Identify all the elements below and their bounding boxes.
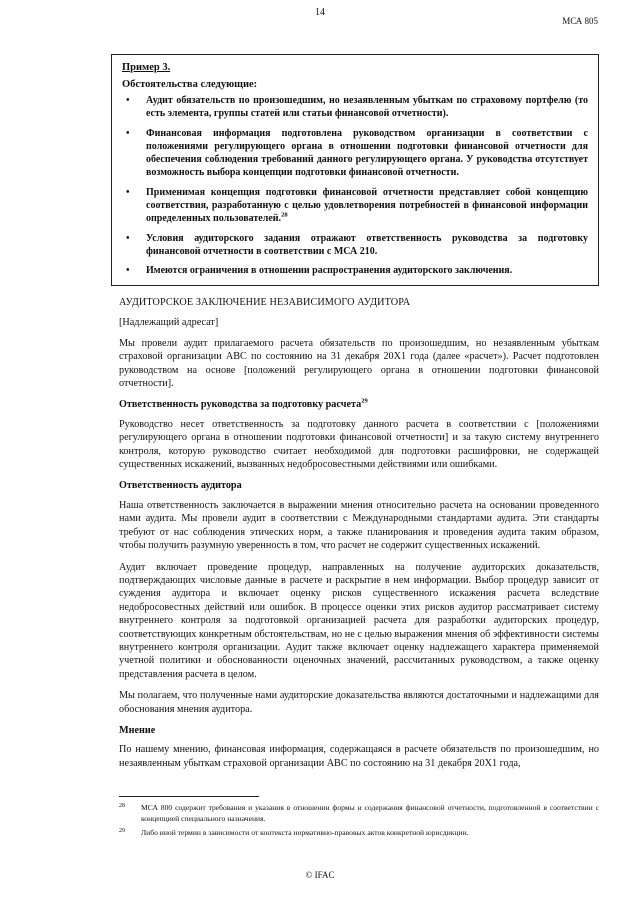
circumstances-list <box>122 94 588 278</box>
footnote-number: 28 <box>119 803 125 809</box>
bullet-icon: • <box>126 232 130 244</box>
footnote <box>119 828 599 839</box>
management-heading <box>119 398 599 411</box>
bullet-icon: • <box>126 127 130 139</box>
bullet-icon: • <box>126 186 130 198</box>
bullet-icon: • <box>126 95 130 106</box>
copyright: © IFAC <box>305 870 335 880</box>
report-title: АУДИТОРСКОЕ ЗАКЛЮЧЕНИЕ НЕЗАВИСИМОГО АУДИТОРА <box>119 297 411 308</box>
example-intro: Обстоятельства следующие: <box>122 79 258 90</box>
intro-paragraph: Мы провели аудит прилагаемого расчета обязательств по произошедшим, но незаявленным убыткам страховой организации АВС по состоянию на 31 декабря 20Х1 года (далее «расчет»). Расчет подготовлен руководством на основе [положений регулирующего органа в отношении подготовки финансовой отчетности]. <box>119 337 599 390</box>
footnote-number: 29 <box>119 828 125 834</box>
list-item <box>122 186 588 226</box>
list-item <box>122 127 588 180</box>
addressee: [Надлежащий адресат] <box>119 317 219 329</box>
opinion-paragraph: По нашему мнению, финансовая информация, содержащаяся в расчете обязательств по произошедшим, но незаявленным убыткам страховой организации АВС по состоянию на 31 декабря 20Х1 года, <box>119 744 599 769</box>
auditor-paragraph-3: Мы полагаем, что полученные нами аудиторские доказательства являются достаточными и надлежащими для обоснования мнения аудитора. <box>119 690 599 715</box>
list-item-text: Аудит обязательств по произошедшим, но незаявленным убыткам по страховому портфелю (то есть элемента, группы статей или статьи финансовой отчетности). <box>146 95 588 120</box>
list-item <box>122 232 588 259</box>
footnote-text: Либо иной термин в зависимости от контекста нормативно-правовых актов конкретной юрисдикции. <box>141 828 469 837</box>
bullet-icon: • <box>126 265 130 277</box>
auditor-paragraph-1: Наша ответственность заключается в выражении мнения относительно расчета на основании проведенного нами аудита. Мы провели аудит в соответствии с Международными стандартами аудита. Эти стандарты требуют от нас соблюдения этических норм, а также планирования и проведения аудита таким образом, чтобы получить разумную уверенность в том, что расчет не содержит существенных искажений. <box>119 499 599 552</box>
page-number: 14 <box>315 7 325 18</box>
list-item <box>122 94 588 121</box>
auditor-paragraph-2: Аудит включает проведение процедур, направленных на получение аудиторских доказательств, подтверждающих числовые данные в расчете и раскрытие в нем информации. Выбор процедур зависит от суждения аудитора и включает оценку рисков существенного искажения расчета вследствие недобросовестных действий или ошибок. В процессе оценки этих рисков аудитор рассматривает систему внутреннего контроля за подготовкой организацией расчета для разработки аудиторских процедур, соответствующих конкретным обстоятельствам, но не с целью выражения мнения об эффективности системы внутреннего контроля организации. Аудит также включает оценку надлежащего характера применяемой учетной политики и обоснованности оценочных значений, рассчитанных руководством, а также оценку представления расчета в целом. <box>119 561 599 680</box>
report-body <box>119 296 599 778</box>
list-item-text: Условия аудиторского задания отражают ответственность руководства за подготовку финансовой отчетности в соответствии с МСА 210. <box>146 232 588 257</box>
list-item-text: Применимая концепция подготовки финансовой отчетности представляет собой концепцию соответствия, разработанную с целью удовлетворения потребностей в финансовой информации определенных пользователей. <box>146 186 588 225</box>
footnote <box>119 803 599 824</box>
footnote-ref[interactable]: 29 <box>361 398 368 406</box>
footnote-text: МСА 800 содержит требования и указания в отношении формы и содержания финансовой отчетности, подготовленной в соответствии с концепцией специального назначения. <box>141 803 599 823</box>
footnote-ref[interactable]: 28 <box>281 212 288 220</box>
auditor-heading: Ответственность аудитора <box>119 480 242 492</box>
footnote-divider <box>119 796 259 797</box>
management-heading-text: Ответственность руководства за подготовку расчета <box>119 399 362 411</box>
document-code: МСА 805 <box>562 16 598 26</box>
list-item-text: Финансовая информация подготовлена руководством организации в соответствии с положениями регулирующего органа в отношении подготовки финансовой отчетности для обеспечения соблюдения требований данного регулирующего органа. У руководства отсутствует возможность выбора концепции подготовки финансовой отчетности. <box>146 127 588 179</box>
example-title: Пример 3. <box>122 62 171 73</box>
list-item <box>122 264 588 277</box>
management-paragraph: Руководство несет ответственность за подготовку данного расчета в соответствии с [положениями регулирующего органа в отношении подготовки финансовой отчетности] и за такую систему внутреннего контроля, которую руководство считает необходимой для подготовки расшифровки, не содержащей существенных искажений, вызванных недобросовестными действиями или ошибками. <box>119 418 599 471</box>
list-item-text: Имеются ограничения в отношении распространения аудиторского заключения. <box>146 265 513 277</box>
opinion-heading: Мнение <box>119 724 156 736</box>
example-box <box>111 54 599 286</box>
footnotes <box>119 796 599 843</box>
